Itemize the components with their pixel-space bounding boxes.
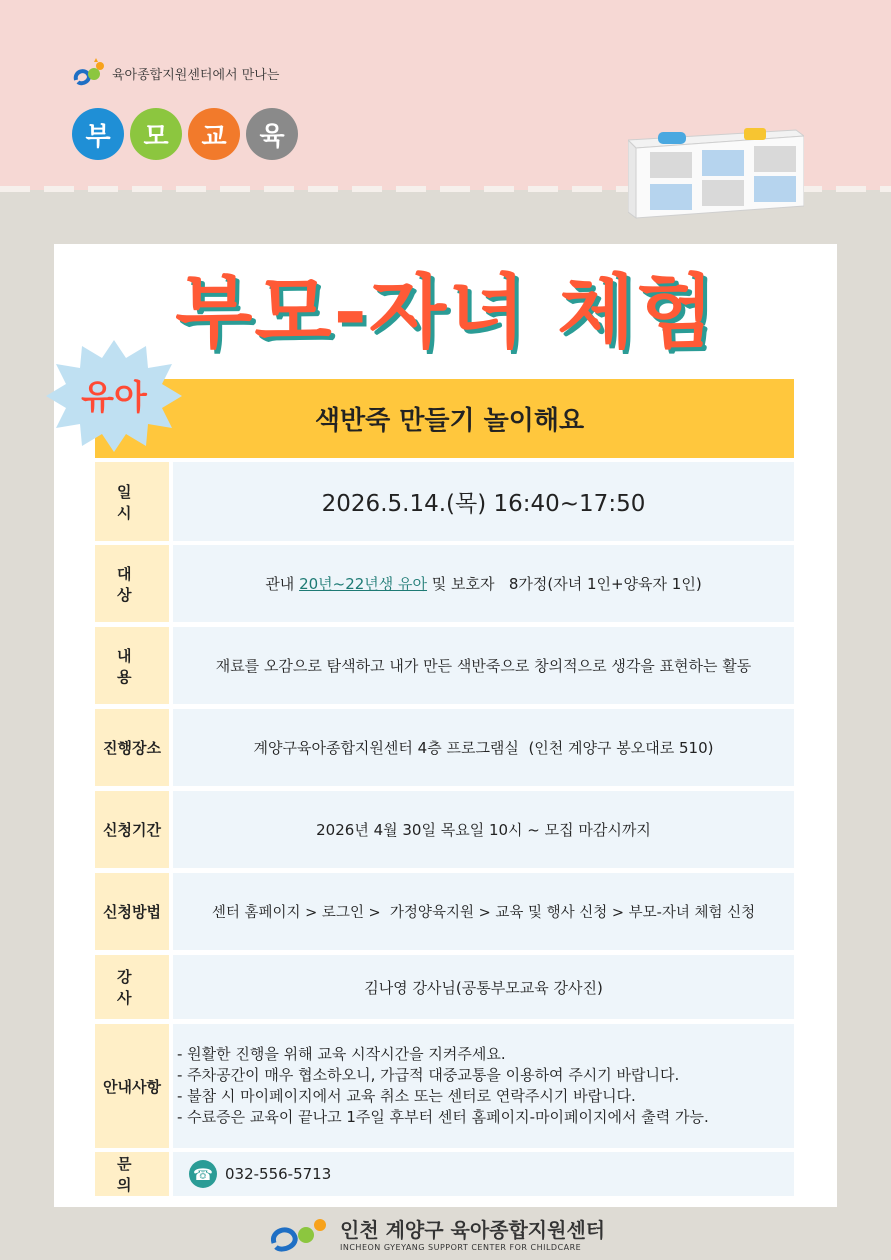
contact-phone-number[interactable]: 032-556-5713 bbox=[225, 1165, 332, 1183]
row-value: 센터 홈페이지 > 로그인 > 가정양육지원 > 교육 및 행사 신청 > 부모-자녀 체험 신청 bbox=[173, 873, 794, 950]
notice-item: - 불참 시 마이페이지에서 교육 취소 또는 센터로 연락주시기 바랍니다. bbox=[177, 1087, 636, 1105]
program-subtitle: 색반죽 만들기 놀이해요 bbox=[95, 379, 794, 458]
pill-gyo: 교 bbox=[188, 108, 240, 160]
row-value: 2026년 4월 30일 목요일 10시 ~ 모집 마감시까지 bbox=[173, 791, 794, 868]
notice-list bbox=[177, 1044, 709, 1128]
age-badge: 유아 bbox=[81, 378, 147, 418]
info-row-notices bbox=[95, 1024, 794, 1148]
row-value bbox=[173, 545, 794, 622]
row-label: 안내사항 bbox=[95, 1024, 169, 1148]
info-row-application-method bbox=[95, 873, 794, 950]
row-label: 신청방법 bbox=[95, 873, 169, 950]
info-row-location bbox=[95, 709, 794, 786]
info-row-contact bbox=[95, 1152, 794, 1196]
brand bbox=[72, 58, 279, 88]
pill-yuk: 육 bbox=[246, 108, 298, 160]
target-age-highlight: 20년~22년생 유아 bbox=[299, 575, 428, 593]
toy-shelf-illustration bbox=[628, 122, 804, 222]
info-row-content bbox=[95, 627, 794, 704]
row-label: 진행장소 bbox=[95, 709, 169, 786]
row-label: 내 용 bbox=[95, 627, 169, 704]
page-title: 부모-자녀 체험 bbox=[175, 266, 716, 359]
footer-name-korean: 인천 계양구 육아종합지원센터 bbox=[340, 1218, 606, 1242]
row-label: 신청기간 bbox=[95, 791, 169, 868]
pill-mo: 모 bbox=[130, 108, 182, 160]
row-value bbox=[173, 1024, 794, 1148]
footer-brand bbox=[268, 1213, 605, 1253]
center-logo-icon bbox=[72, 58, 106, 88]
row-value: 김나영 강사님(공통부모교육 강사진) bbox=[173, 955, 794, 1019]
notice-item: - 주차공간이 매우 협소하오니, 가급적 대중교통을 이용하여 주시기 바랍니다. bbox=[177, 1066, 680, 1084]
row-label: 문 의 bbox=[95, 1152, 169, 1196]
row-label: 일 시 bbox=[95, 462, 169, 541]
row-value: 2026.5.14.(목) 16:40~17:50 bbox=[173, 462, 794, 541]
info-row-instructor bbox=[95, 955, 794, 1019]
row-value bbox=[173, 1152, 794, 1196]
row-value: 재료를 오감으로 탐색하고 내가 만든 색반죽으로 창의적으로 생각을 표현하는 활동 bbox=[173, 627, 794, 704]
center-logo-icon bbox=[268, 1213, 332, 1253]
row-label: 대 상 bbox=[95, 545, 169, 622]
footer-name-english: INCHEON GYEYANG SUPPORT CENTER FOR CHILDCARE bbox=[340, 1243, 582, 1252]
notice-item: - 수료증은 교육이 끝나고 1주일 후부터 센터 홈페이지-마이페이지에서 출력 가능. bbox=[177, 1108, 709, 1126]
row-value-prefix: 관내 bbox=[265, 575, 300, 593]
pill-bu: 부 bbox=[72, 108, 124, 160]
notice-item: - 원활한 진행을 위해 교육 시작시간을 지켜주세요. bbox=[177, 1045, 506, 1063]
footer-text bbox=[340, 1214, 605, 1252]
row-value: 계양구육아종합지원센터 4층 프로그램실 (인천 계양구 봉오대로 510) bbox=[173, 709, 794, 786]
info-row-application-period bbox=[95, 791, 794, 868]
info-row-target bbox=[95, 545, 794, 622]
program-name-pills bbox=[72, 108, 298, 160]
phone-icon: ☎ bbox=[189, 1160, 217, 1188]
row-value-suffix: 및 보호자 8가정(자녀 1인+양육자 1인) bbox=[427, 575, 702, 593]
brand-text: 육아종합지원센터에서 만나는 bbox=[112, 67, 280, 83]
row-label: 강 사 bbox=[95, 955, 169, 1019]
info-row-datetime bbox=[95, 462, 794, 541]
